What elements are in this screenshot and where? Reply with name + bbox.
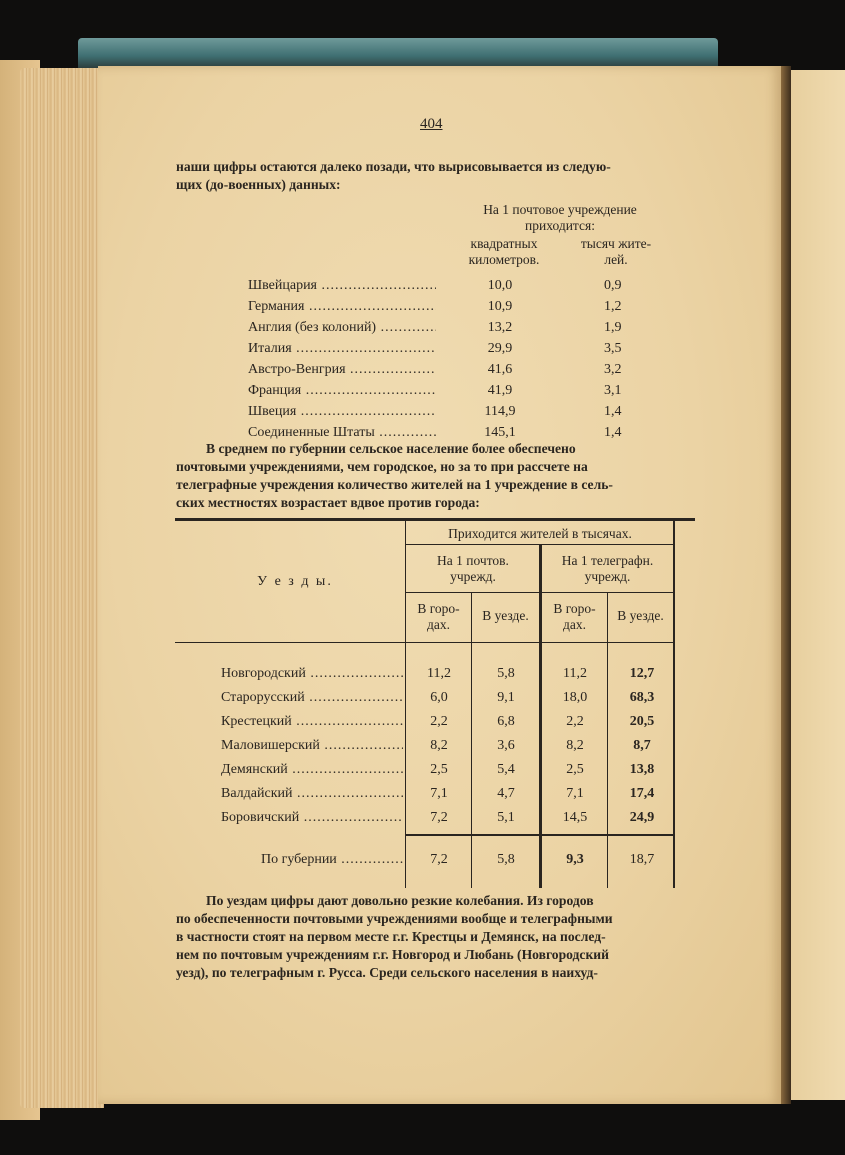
- value-people: 1,4: [604, 425, 622, 440]
- tel-uezd-value: 8,7: [633, 738, 651, 753]
- country-name: Германия .....: [248, 299, 436, 315]
- value-km: 13,2: [487, 320, 513, 335]
- col-header-telegraph: [542, 553, 673, 585]
- text-line: уезд), по телеграфным г. Русса. Среди сельского населения в наихуд-: [176, 965, 598, 980]
- table1-header-line: На 1 почтовое учреждение: [483, 202, 637, 217]
- country-name: Соединенные Штаты .....: [248, 425, 436, 441]
- col-label: лей.: [604, 252, 628, 267]
- text-line: ских местностях возрастает вдвое против города:: [176, 495, 480, 510]
- value-km: 41,6: [487, 362, 513, 377]
- page-number: 404: [420, 116, 443, 132]
- col-label: километров.: [468, 252, 540, 267]
- uezd-name: Маловишерский .....: [221, 738, 403, 754]
- table-rule: [673, 521, 675, 888]
- table1-col-km: [452, 236, 556, 268]
- tel-uezd-value: 18,7: [629, 852, 655, 867]
- col-header-uezd: У е з д ы.: [257, 574, 333, 589]
- post-uezd-value: 5,8: [497, 666, 515, 681]
- post-city-value: 2,5: [430, 762, 448, 777]
- table-row: [248, 320, 648, 340]
- middle-paragraph: [176, 440, 700, 512]
- value-people: 1,9: [604, 320, 622, 335]
- post-uezd-value: 6,8: [497, 714, 515, 729]
- col-label: квадратных: [470, 236, 538, 251]
- uezd-name: Валдайский .....: [221, 786, 403, 802]
- table-rule: [175, 518, 695, 521]
- tel-uezd-value: 20,5: [629, 714, 655, 729]
- country-name: Швейцария .....: [248, 278, 436, 294]
- table-row: [248, 278, 648, 298]
- country-name: Италия .....: [248, 341, 436, 357]
- header-line: На 1 телеграфн.: [561, 553, 654, 568]
- text-line: почтовыми учреждениями, чем городское, но за то при рассчете на: [176, 459, 588, 474]
- table1-col-people: [566, 236, 666, 268]
- table-rule: [539, 544, 542, 888]
- text-line: По уездам цифры дают довольно резкие колебания. Из городов: [206, 893, 594, 908]
- book-gutter: [781, 66, 791, 1104]
- tel-city-value: 14,5: [562, 810, 588, 825]
- post-uezd-value: 5,1: [497, 810, 515, 825]
- table-rule: [607, 592, 608, 888]
- country-name: Франция .....: [248, 383, 436, 399]
- text-line: в частности стоят на первом месте г.г. Крестцы и Демянск, на послед-: [176, 929, 606, 944]
- post-uezd-value: 9,1: [497, 690, 515, 705]
- uezd-name: Старорусский .....: [221, 690, 403, 706]
- post-uezd-value: 4,7: [497, 786, 515, 801]
- uezd-name: Демянский .....: [221, 762, 403, 778]
- country-name: Швеция .....: [248, 404, 436, 420]
- value-km: 29,9: [487, 341, 513, 356]
- header-line: дах.: [427, 617, 450, 632]
- value-km: 41,9: [487, 383, 513, 398]
- post-uezd-value: 5,4: [497, 762, 515, 777]
- uezd-table: [175, 516, 695, 888]
- table-rule: [175, 642, 675, 643]
- tel-city-value: 8,2: [566, 738, 584, 753]
- header-line: учрежд.: [450, 569, 496, 584]
- tel-city-value: 2,5: [566, 762, 584, 777]
- tel-city-value: 11,2: [563, 666, 587, 681]
- value-people: 1,2: [604, 299, 622, 314]
- text-line: нем по почтовым учреждениям г.г. Новгород и Любань (Новгородский: [176, 947, 609, 962]
- header-line: В горо-: [417, 601, 460, 616]
- post-city-value: 2,2: [430, 714, 448, 729]
- tel-uezd-value: 13,8: [629, 762, 655, 777]
- intro-paragraph: [176, 158, 700, 194]
- value-people: 3,5: [604, 341, 622, 356]
- table-row: [248, 383, 648, 403]
- tel-city-value: 9,3: [566, 852, 584, 867]
- table-row: [248, 299, 648, 319]
- table-rule: [405, 521, 406, 888]
- header-line: В горо-: [553, 601, 596, 616]
- value-people: 3,2: [604, 362, 622, 377]
- value-people: 3,1: [604, 383, 622, 398]
- value-km: 10,0: [487, 278, 513, 293]
- post-city-value: 7,2: [430, 810, 448, 825]
- post-city-value: 8,2: [430, 738, 448, 753]
- col-header-post-uezd: В уезде.: [482, 608, 529, 623]
- closing-paragraph: [176, 892, 700, 982]
- value-people: 1,4: [604, 404, 622, 419]
- table-rule: [405, 834, 675, 836]
- text-line: В среднем по губернии сельское население более обеспечено: [206, 441, 576, 456]
- post-city-value: 11,2: [427, 666, 451, 681]
- col-header-tel-city: [542, 601, 607, 633]
- post-city-value: 6,0: [430, 690, 448, 705]
- post-uezd-value: 3,6: [497, 738, 515, 753]
- table-row: [248, 404, 648, 424]
- country-name: Англия (без колоний) .....: [248, 320, 436, 336]
- tel-uezd-value: 17,4: [629, 786, 655, 801]
- header-line: На 1 почтов.: [437, 553, 509, 568]
- text-line: телеграфные учреждения количество жителей на 1 учреждение в сель-: [176, 477, 613, 492]
- col-header-group: Приходится жителей в тысячах.: [448, 526, 632, 541]
- header-line: учрежд.: [584, 569, 631, 584]
- total-label: По губернии .....: [261, 852, 403, 868]
- table-row: [248, 341, 648, 361]
- uezd-name: Боровичский .....: [221, 810, 403, 826]
- value-km: 10,9: [487, 299, 513, 314]
- facing-page-edge: [791, 70, 845, 1100]
- text-line: щих (до-военных) данных:: [176, 177, 341, 192]
- tel-uezd-value: 68,3: [629, 690, 655, 705]
- value-km: 145,1: [484, 425, 516, 440]
- col-header-post: [407, 553, 539, 585]
- table1-header-line: приходится:: [525, 218, 595, 233]
- header-line: дах.: [563, 617, 586, 632]
- text-line: наши цифры остаются далеко позади, что вырисовывается из следую-: [176, 159, 611, 174]
- value-km: 114,9: [484, 404, 516, 419]
- table-row: [248, 362, 648, 382]
- value-people: 0,9: [604, 278, 622, 293]
- text-line: по обеспеченности почтовыми учреждениями вообще и телеграфными: [176, 911, 613, 926]
- post-city-value: 7,1: [430, 786, 448, 801]
- col-header-post-city: [406, 601, 471, 633]
- table1-header: [440, 202, 680, 234]
- post-uezd-value: 5,8: [497, 852, 515, 867]
- uezd-name: Крестецкий .....: [221, 714, 403, 730]
- tel-city-value: 18,0: [562, 690, 588, 705]
- col-header-tel-uezd: В уезде.: [617, 608, 664, 623]
- tel-uezd-value: 12,7: [629, 666, 655, 681]
- page-stack-edge: [20, 68, 104, 1108]
- tel-city-value: 2,2: [566, 714, 584, 729]
- country-name: Австро-Венгрия .....: [248, 362, 436, 378]
- tel-uezd-value: 24,9: [629, 810, 655, 825]
- book-spine-strip: [78, 38, 718, 68]
- table-rule: [405, 592, 673, 593]
- tel-city-value: 7,1: [566, 786, 584, 801]
- post-city-value: 7,2: [430, 852, 448, 867]
- uezd-name: Новгородский .....: [221, 666, 403, 682]
- table-rule: [471, 592, 472, 888]
- col-label: тысяч жите-: [580, 236, 652, 251]
